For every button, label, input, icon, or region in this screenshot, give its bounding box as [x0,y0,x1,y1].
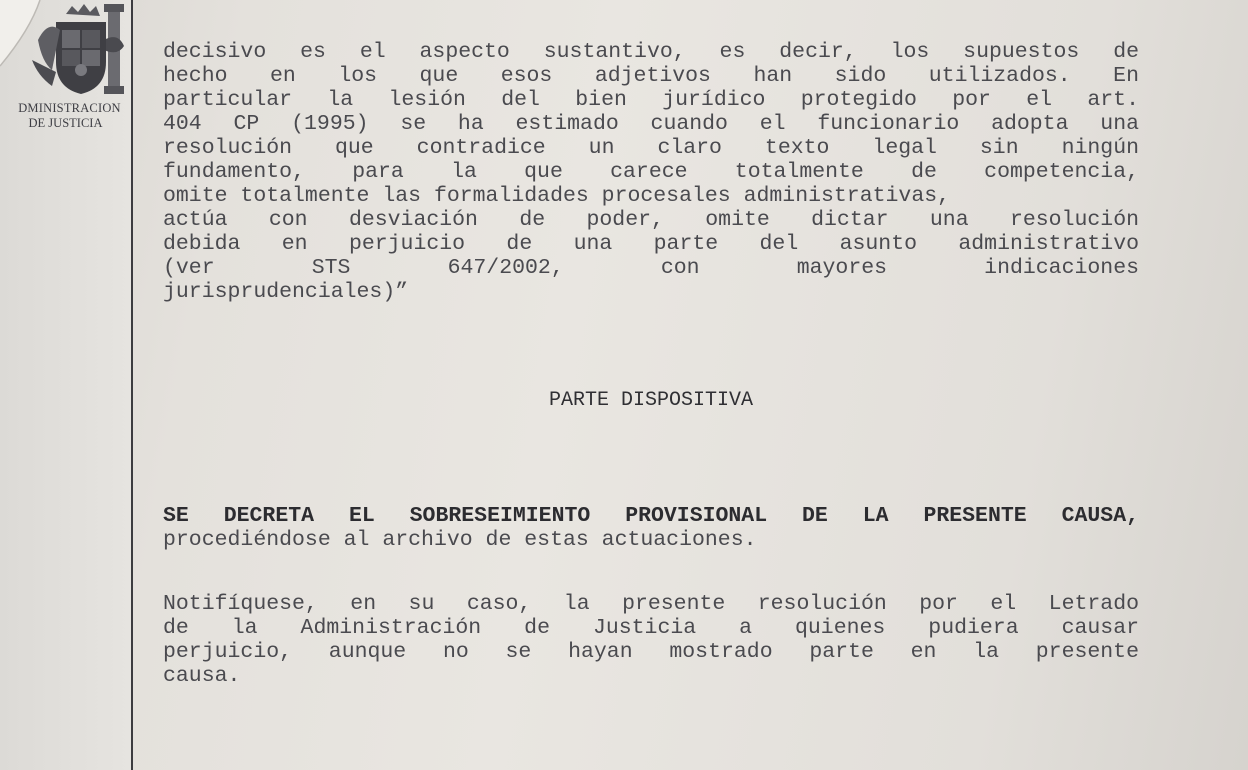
quote-line: particular la lesión del bien jurídico protegido por el art. [163,88,1139,112]
quote-line: (ver STS 647/2002, con mayores indicaciones [163,256,1139,280]
notify-line: de la Administración de Justicia a quienes pudiera causar [163,616,1139,640]
crest-caption [0,101,131,131]
notify-line: Notifíquese, en su caso, la presente resolución por el Letrado [163,592,1139,616]
quote-line: resolución que contradice un claro texto legal sin ningún [163,136,1139,160]
decree-text: procediéndose al archivo de estas actuaciones. [163,528,757,552]
margin-rule [131,0,133,770]
quote-line: jurisprudenciales)” [163,280,409,304]
quoted-paragraph [163,40,1139,304]
quote-line: actúa con desviación de poder, omite dictar una resolución [163,208,1139,232]
page-corner-fold [0,0,48,70]
quote-line: decisivo es el aspecto sustantivo, es decir, los supuestos de [163,40,1139,64]
notify-line: causa. [163,664,241,688]
quote-line: debida en perjuicio de una parte del asunto administrativo [163,232,1139,256]
crest-caption-line1: DMINISTRACION [18,101,121,115]
notify-line: perjuicio, aunque no se hayan mostrado parte en la presente [163,640,1139,664]
quote-line: 404 CP (1995) se ha estimado cuando el funcionario adopta una [163,112,1139,136]
quote-line: omite totalmente las formalidades procesales administrativas, [163,184,951,208]
decree-paragraph [163,504,1139,552]
quote-line: fundamento, para la que carece totalmente de competencia, [163,160,1139,184]
notification-paragraph [163,592,1139,688]
crest-caption-line2: DE JUSTICIA [28,116,103,130]
quote-line: hecho en los que esos adjetivos han sido utilizados. En [163,64,1139,88]
decree-bold-text: SE DECRETA EL SOBRESEIMIENTO PROVISIONAL DE LA PRESENTE CAUSA, [163,504,1139,528]
section-heading: PARTE DISPOSITIVA [548,389,754,412]
